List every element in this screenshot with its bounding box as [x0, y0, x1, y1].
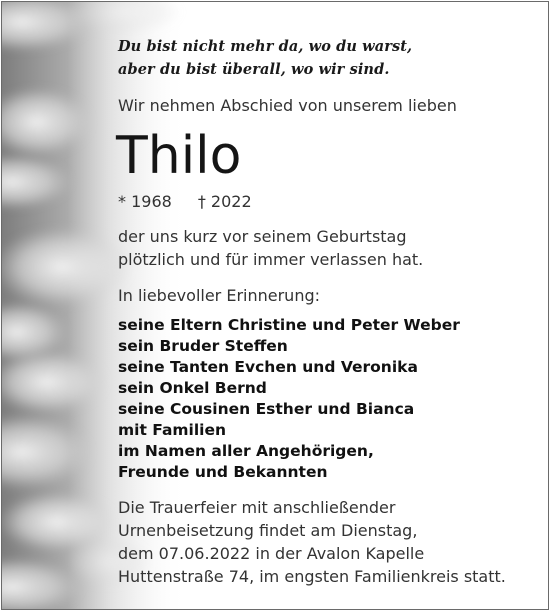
service-info: [118, 496, 506, 588]
obituary-card: [1, 1, 549, 610]
life-dates: [118, 192, 252, 211]
circumstance-line-1: der uns kurz vor seinem Geburtstag: [118, 227, 407, 246]
mourner-item: seine Cousinen Esther und Bianca: [118, 400, 415, 418]
mourner-item: sein Bruder Steffen: [118, 337, 288, 355]
service-line-2: Urnenbeisetzung findet am Dienstag,: [118, 521, 418, 540]
intro-text: Wir nehmen Abschied von unserem lieben: [118, 96, 457, 115]
mourner-item: im Namen aller Angehörigen,: [118, 442, 374, 460]
service-line-3: dem 07.06.2022 in der Avalon Kapelle: [118, 544, 425, 563]
mourner-item: seine Eltern Christine und Peter Weber: [118, 316, 460, 334]
memory-label: In liebevoller Erinnerung:: [118, 286, 320, 305]
circumstance-line-2: plötzlich und für immer verlassen hat.: [118, 250, 424, 269]
service-line-4: Huttenstraße 74, im engsten Familienkreis statt.: [118, 567, 506, 586]
mourners-list: [118, 315, 460, 483]
death-year: † 2022: [197, 192, 252, 211]
birth-year: * 1968: [118, 192, 172, 211]
circumstance-text: [118, 225, 423, 271]
mourner-item: Freunde und Bekannten: [118, 463, 328, 481]
mourner-item: mit Familien: [118, 421, 227, 439]
mourner-item: seine Tanten Evchen und Veronika: [118, 358, 418, 376]
service-line-1: Die Trauerfeier mit anschließender: [118, 498, 396, 517]
quote-line-2: aber du bist überall, wo wir sind.: [118, 61, 390, 78]
quote-line-1: Du bist nicht mehr da, wo du warst,: [118, 38, 413, 55]
deceased-name: Thilo: [116, 126, 242, 186]
mourner-item: sein Onkel Bernd: [118, 379, 267, 397]
